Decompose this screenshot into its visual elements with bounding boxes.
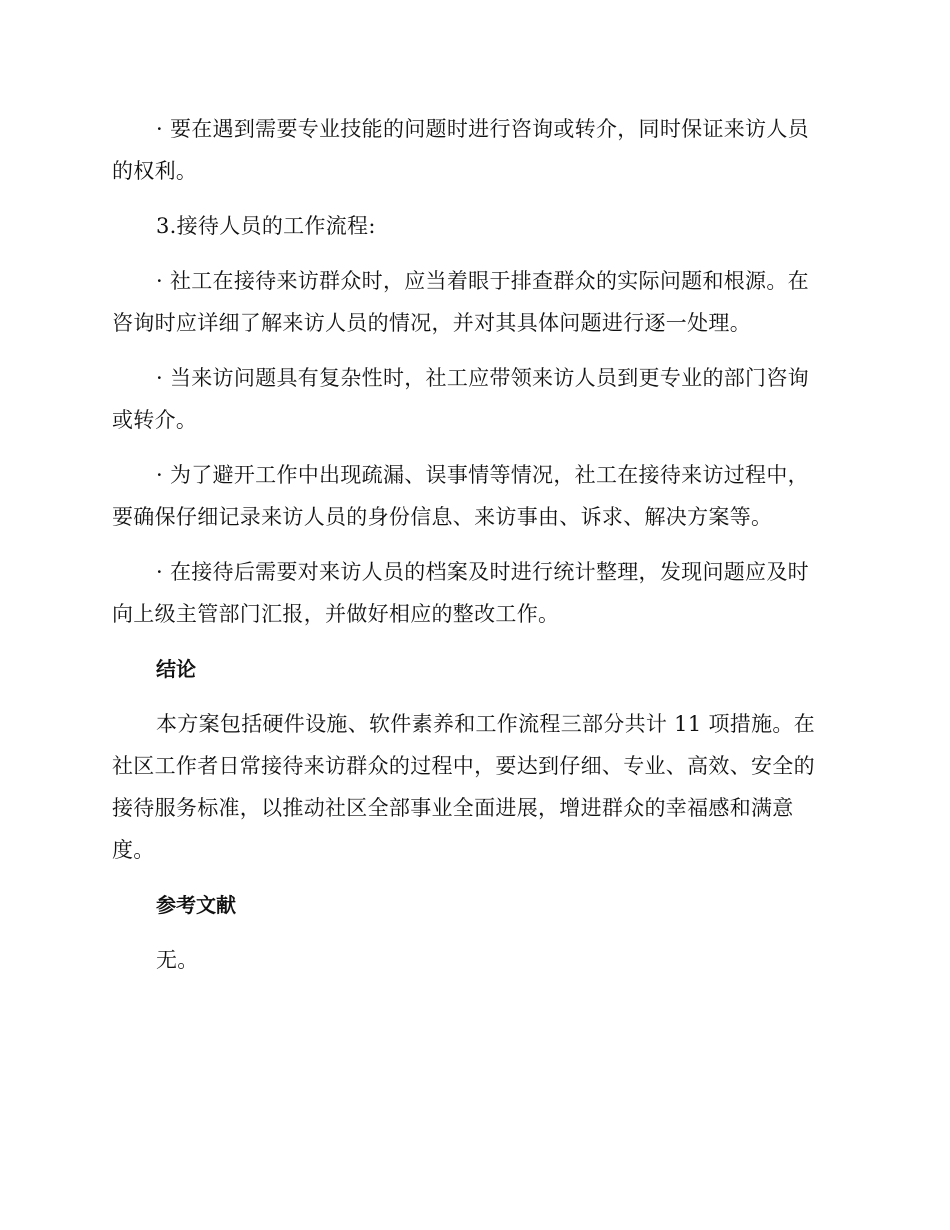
conclusion-text: 本方案包括硬件设施、软件素养和工作流程三部分共计 11 项措施。在社区工作者日常接待来访群众的过程中，要达到仔细、专业、高效、安全的接待服务标准，以推动社区全部事业全面进展，增进群众的幸福感和满意度。	[112, 712, 815, 862]
bullet-consult-referral: · 要在遇到需要专业技能的问题时进行咨询或转介，同时保证来访人员的权利。	[112, 117, 809, 183]
references-text: 无。	[156, 948, 199, 972]
bullet-investigate-issues: · 社工在接待来访群众时，应当着眼于排查群众的实际问题和根源。在咨询时应详细了解来访人员的情况，并对其具体问题进行逐一处理。	[112, 269, 809, 335]
conclusion-heading: 结论	[156, 657, 196, 681]
bullet-archive-report: · 在接待后需要对来访人员的档案及时进行统计整理，发现问题应及时向上级主管部门汇报，并做好相应的整改工作。	[112, 560, 809, 626]
references-heading: 参考文献	[156, 893, 236, 917]
bullet-complex-issues: · 当来访问题具有复杂性时，社工应带领来访人员到更专业的部门咨询或转介。	[112, 366, 809, 432]
workflow-section-title: 3.接待人员的工作流程:	[156, 214, 376, 238]
document-body	[112, 108, 828, 994]
bullet-record-info: · 为了避开工作中出现疏漏、误事情等情况，社工在接待来访过程中，要确保仔细记录来访人员的身份信息、来访事由、诉求、解决方案等。	[112, 463, 809, 529]
